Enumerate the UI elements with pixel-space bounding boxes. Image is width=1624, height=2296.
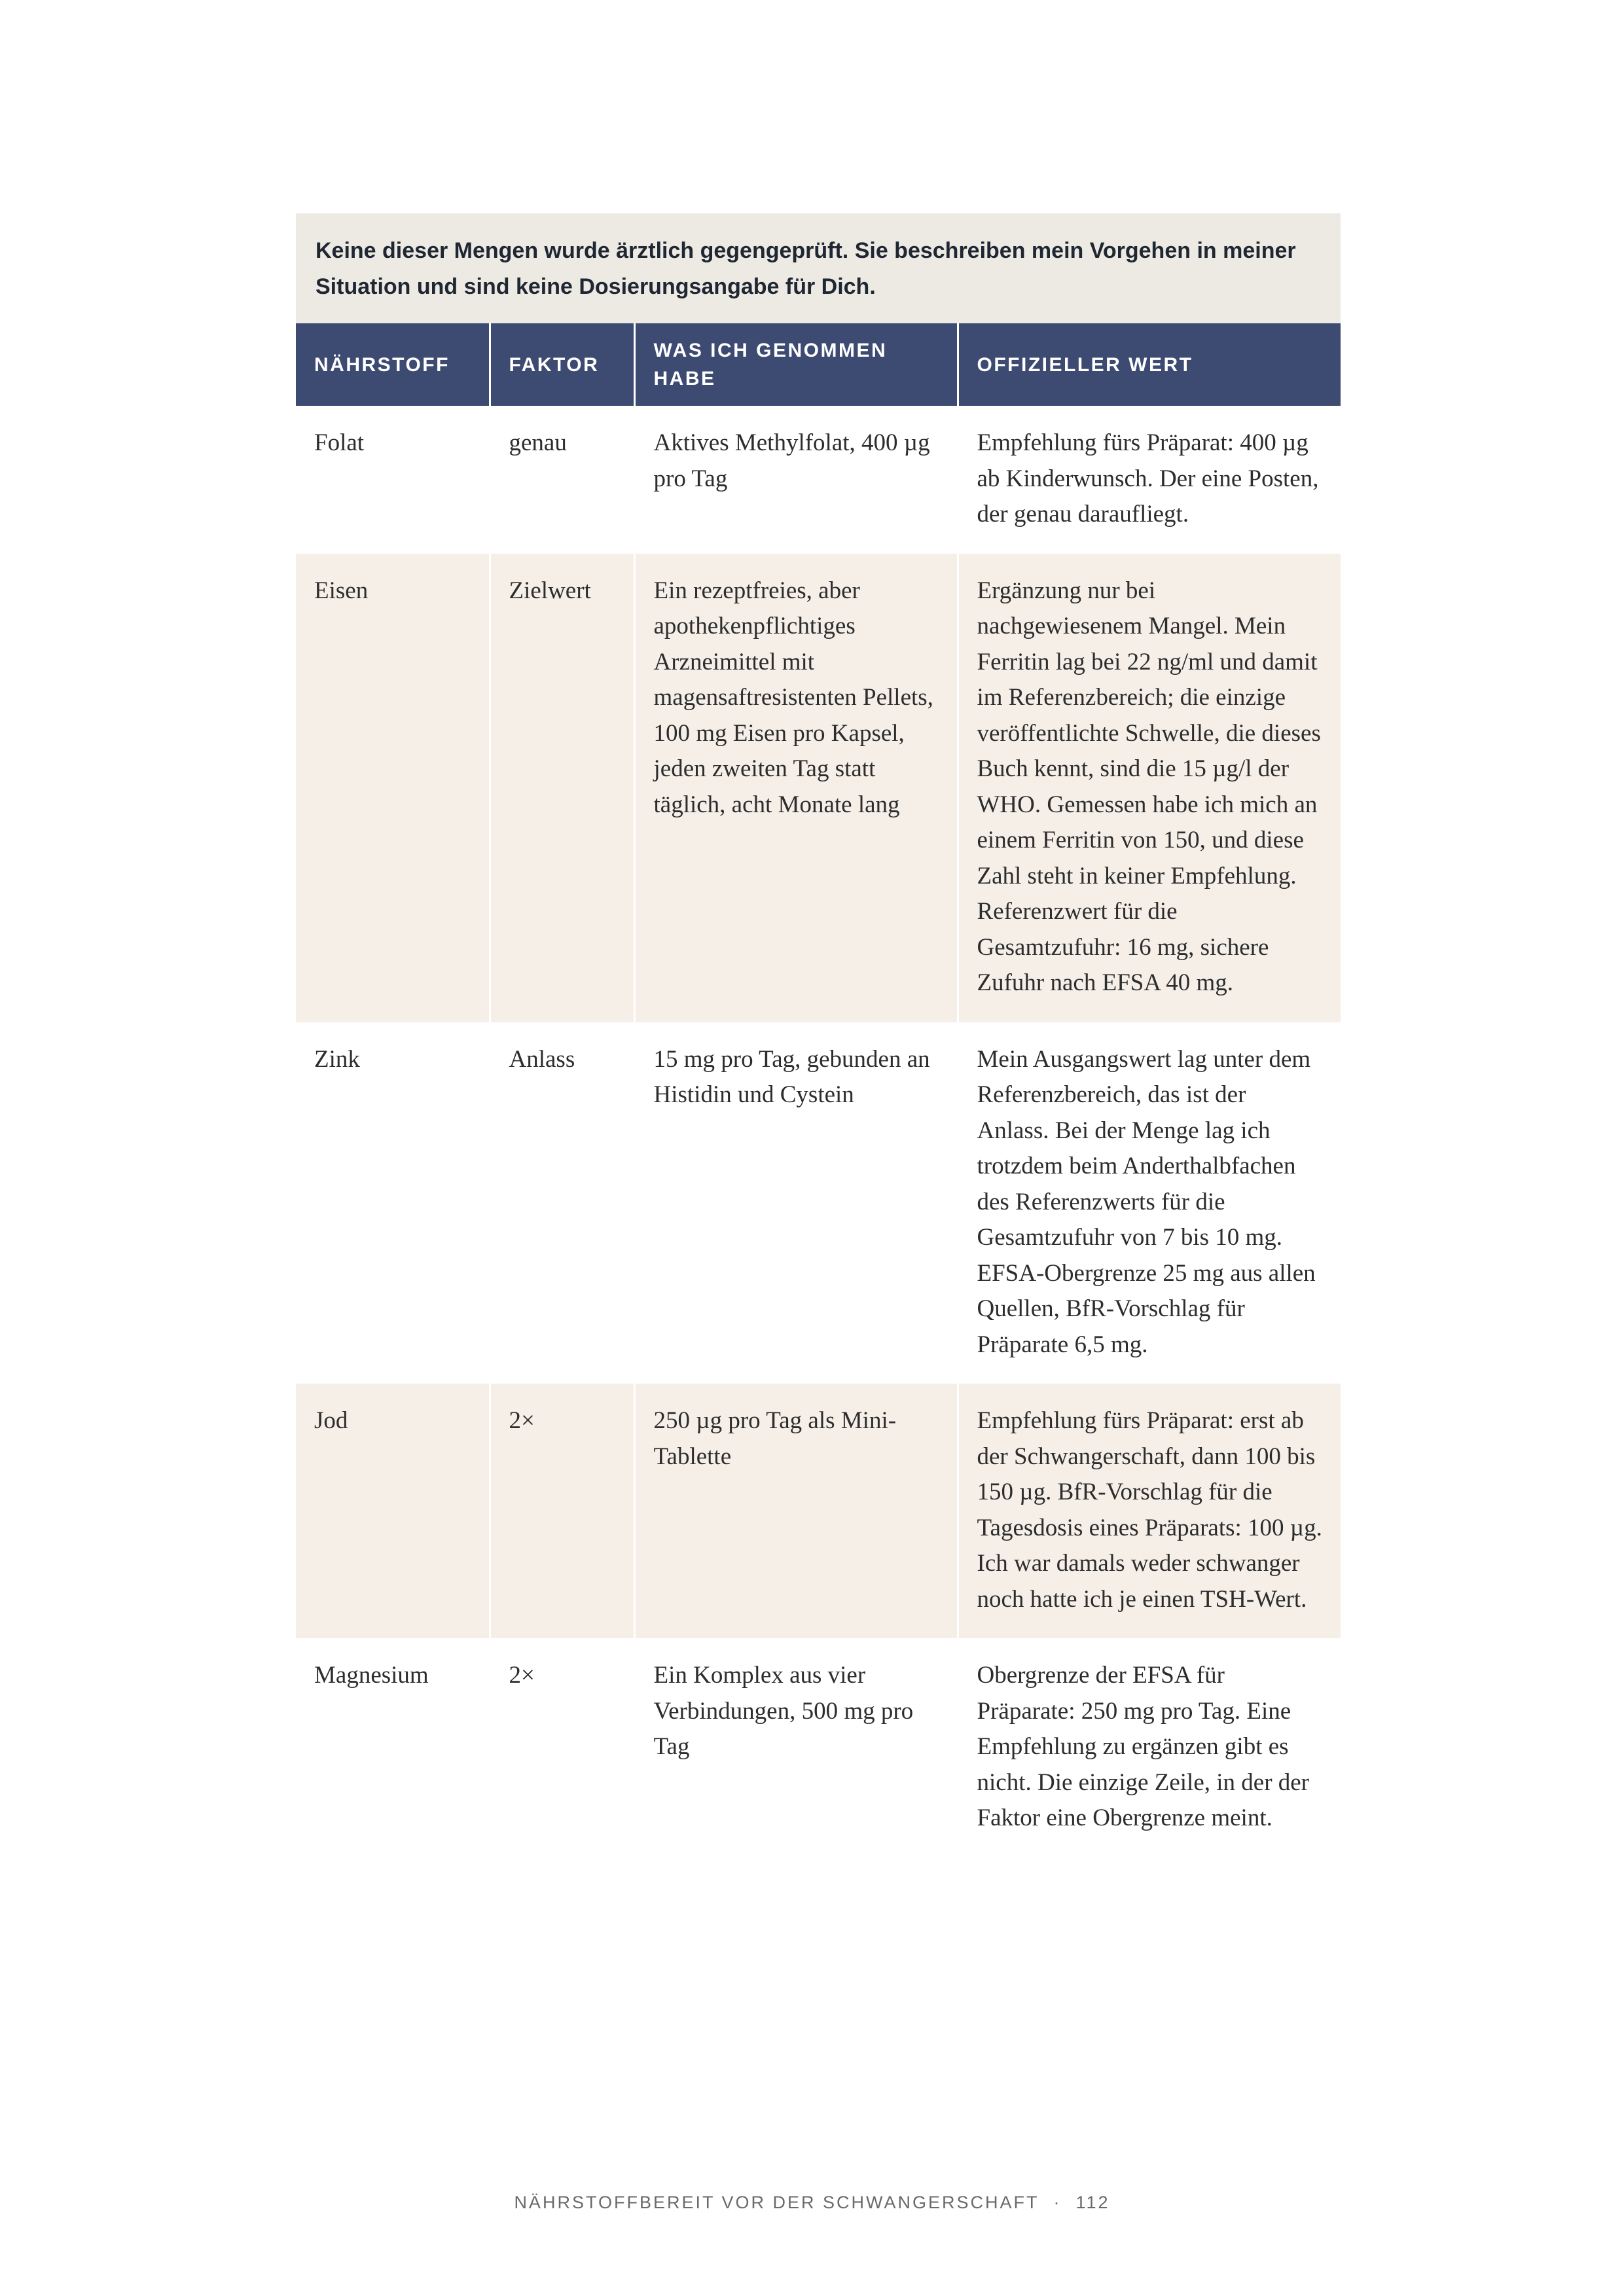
header-faktor: FAKTOR xyxy=(490,323,634,406)
disclaimer-note: Keine dieser Mengen wurde ärztlich gegengeprüft. Sie beschreiben mein Vorgehen in meiner Situation und sind keine Dosierungsangabe für Dich. xyxy=(296,213,1341,323)
cell-faktor: 2× xyxy=(490,1638,634,1857)
table-row xyxy=(296,1022,1341,1384)
page-number: 112 xyxy=(1075,2193,1110,2212)
cell-genommen: Ein Komplex aus vier Verbindungen, 500 mg pro Tag xyxy=(634,1638,958,1857)
cell-naehrstoff: Folat xyxy=(296,406,490,554)
header-offizieller-wert: OFFIZIELLER WERT xyxy=(958,323,1341,406)
cell-genommen: Ein rezeptfreies, aber apothekenpflichtiges Arzneimittel mit magensaftresistenten Pellets, 100 mg Eisen pro Kapsel, jeden zweiten Tag statt täglich, acht Monate lang xyxy=(634,554,958,1022)
cell-offizieller-wert: Empfehlung fürs Präparat: erst ab der Schwangerschaft, dann 100 bis 150 µg. BfR-Vorschlag für die Tagesdosis eines Präparats: 100 µg. Ich war damals weder schwanger noch hatte ich je einen TSH-Wert. xyxy=(958,1384,1341,1638)
table-row xyxy=(296,1638,1341,1857)
cell-naehrstoff: Jod xyxy=(296,1384,490,1638)
cell-faktor: genau xyxy=(490,406,634,554)
table-row xyxy=(296,406,1341,554)
cell-offizieller-wert: Obergrenze der EFSA für Präparate: 250 mg pro Tag. Eine Empfehlung zu ergänzen gibt es nicht. Die einzige Zeile, in der der Faktor eine Obergrenze meint. xyxy=(958,1638,1341,1857)
cell-faktor: Zielwert xyxy=(490,554,634,1022)
table-row xyxy=(296,554,1341,1022)
header-row xyxy=(296,323,1341,406)
footer-separator: · xyxy=(1053,2193,1062,2212)
nutrient-table-block xyxy=(296,213,1341,1857)
header-genommen: WAS ICH GENOMMEN HABE xyxy=(634,323,958,406)
nutrient-table xyxy=(296,323,1341,1857)
cell-naehrstoff: Magnesium xyxy=(296,1638,490,1857)
table-row xyxy=(296,1384,1341,1638)
cell-naehrstoff: Eisen xyxy=(296,554,490,1022)
cell-offizieller-wert: Empfehlung fürs Präparat: 400 µg ab Kinderwunsch. Der eine Posten, der genau daraufliegt. xyxy=(958,406,1341,554)
running-title: NÄHRSTOFFBEREIT VOR DER SCHWANGERSCHAFT xyxy=(514,2193,1039,2212)
cell-offizieller-wert: Mein Ausgangswert lag unter dem Referenzbereich, das ist der Anlass. Bei der Menge lag ich trotzdem beim Anderthalbfachen des Referenzwerts für die Gesamtzufuhr von 7 bis 10 mg. EFSA-Obergrenze 25 mg aus allen Quellen, BfR-Vorschlag für Präparate 6,5 mg. xyxy=(958,1022,1341,1384)
header-naehrstoff: NÄHRSTOFF xyxy=(296,323,490,406)
cell-faktor: 2× xyxy=(490,1384,634,1638)
cell-faktor: Anlass xyxy=(490,1022,634,1384)
table-header xyxy=(296,323,1341,406)
cell-genommen: 250 µg pro Tag als Mini-Tablette xyxy=(634,1384,958,1638)
page-footer xyxy=(0,2193,1624,2213)
cell-naehrstoff: Zink xyxy=(296,1022,490,1384)
cell-offizieller-wert: Ergänzung nur bei nachgewiesenem Mangel. Mein Ferritin lag bei 22 ng/ml und damit im Referenzbereich; die einzige veröffentlichte Schwelle, die dieses Buch kennt, sind die 15 µg/l der WHO. Gemessen habe ich mich an einem Ferritin von 150, und diese Zahl steht in keiner Empfehlung. Referenzwert für die Gesamtzufuhr: 16 mg, sichere Zufuhr nach EFSA 40 mg. xyxy=(958,554,1341,1022)
cell-genommen: Aktives Methylfolat, 400 µg pro Tag xyxy=(634,406,958,554)
cell-genommen: 15 mg pro Tag, gebunden an Histidin und Cystein xyxy=(634,1022,958,1384)
